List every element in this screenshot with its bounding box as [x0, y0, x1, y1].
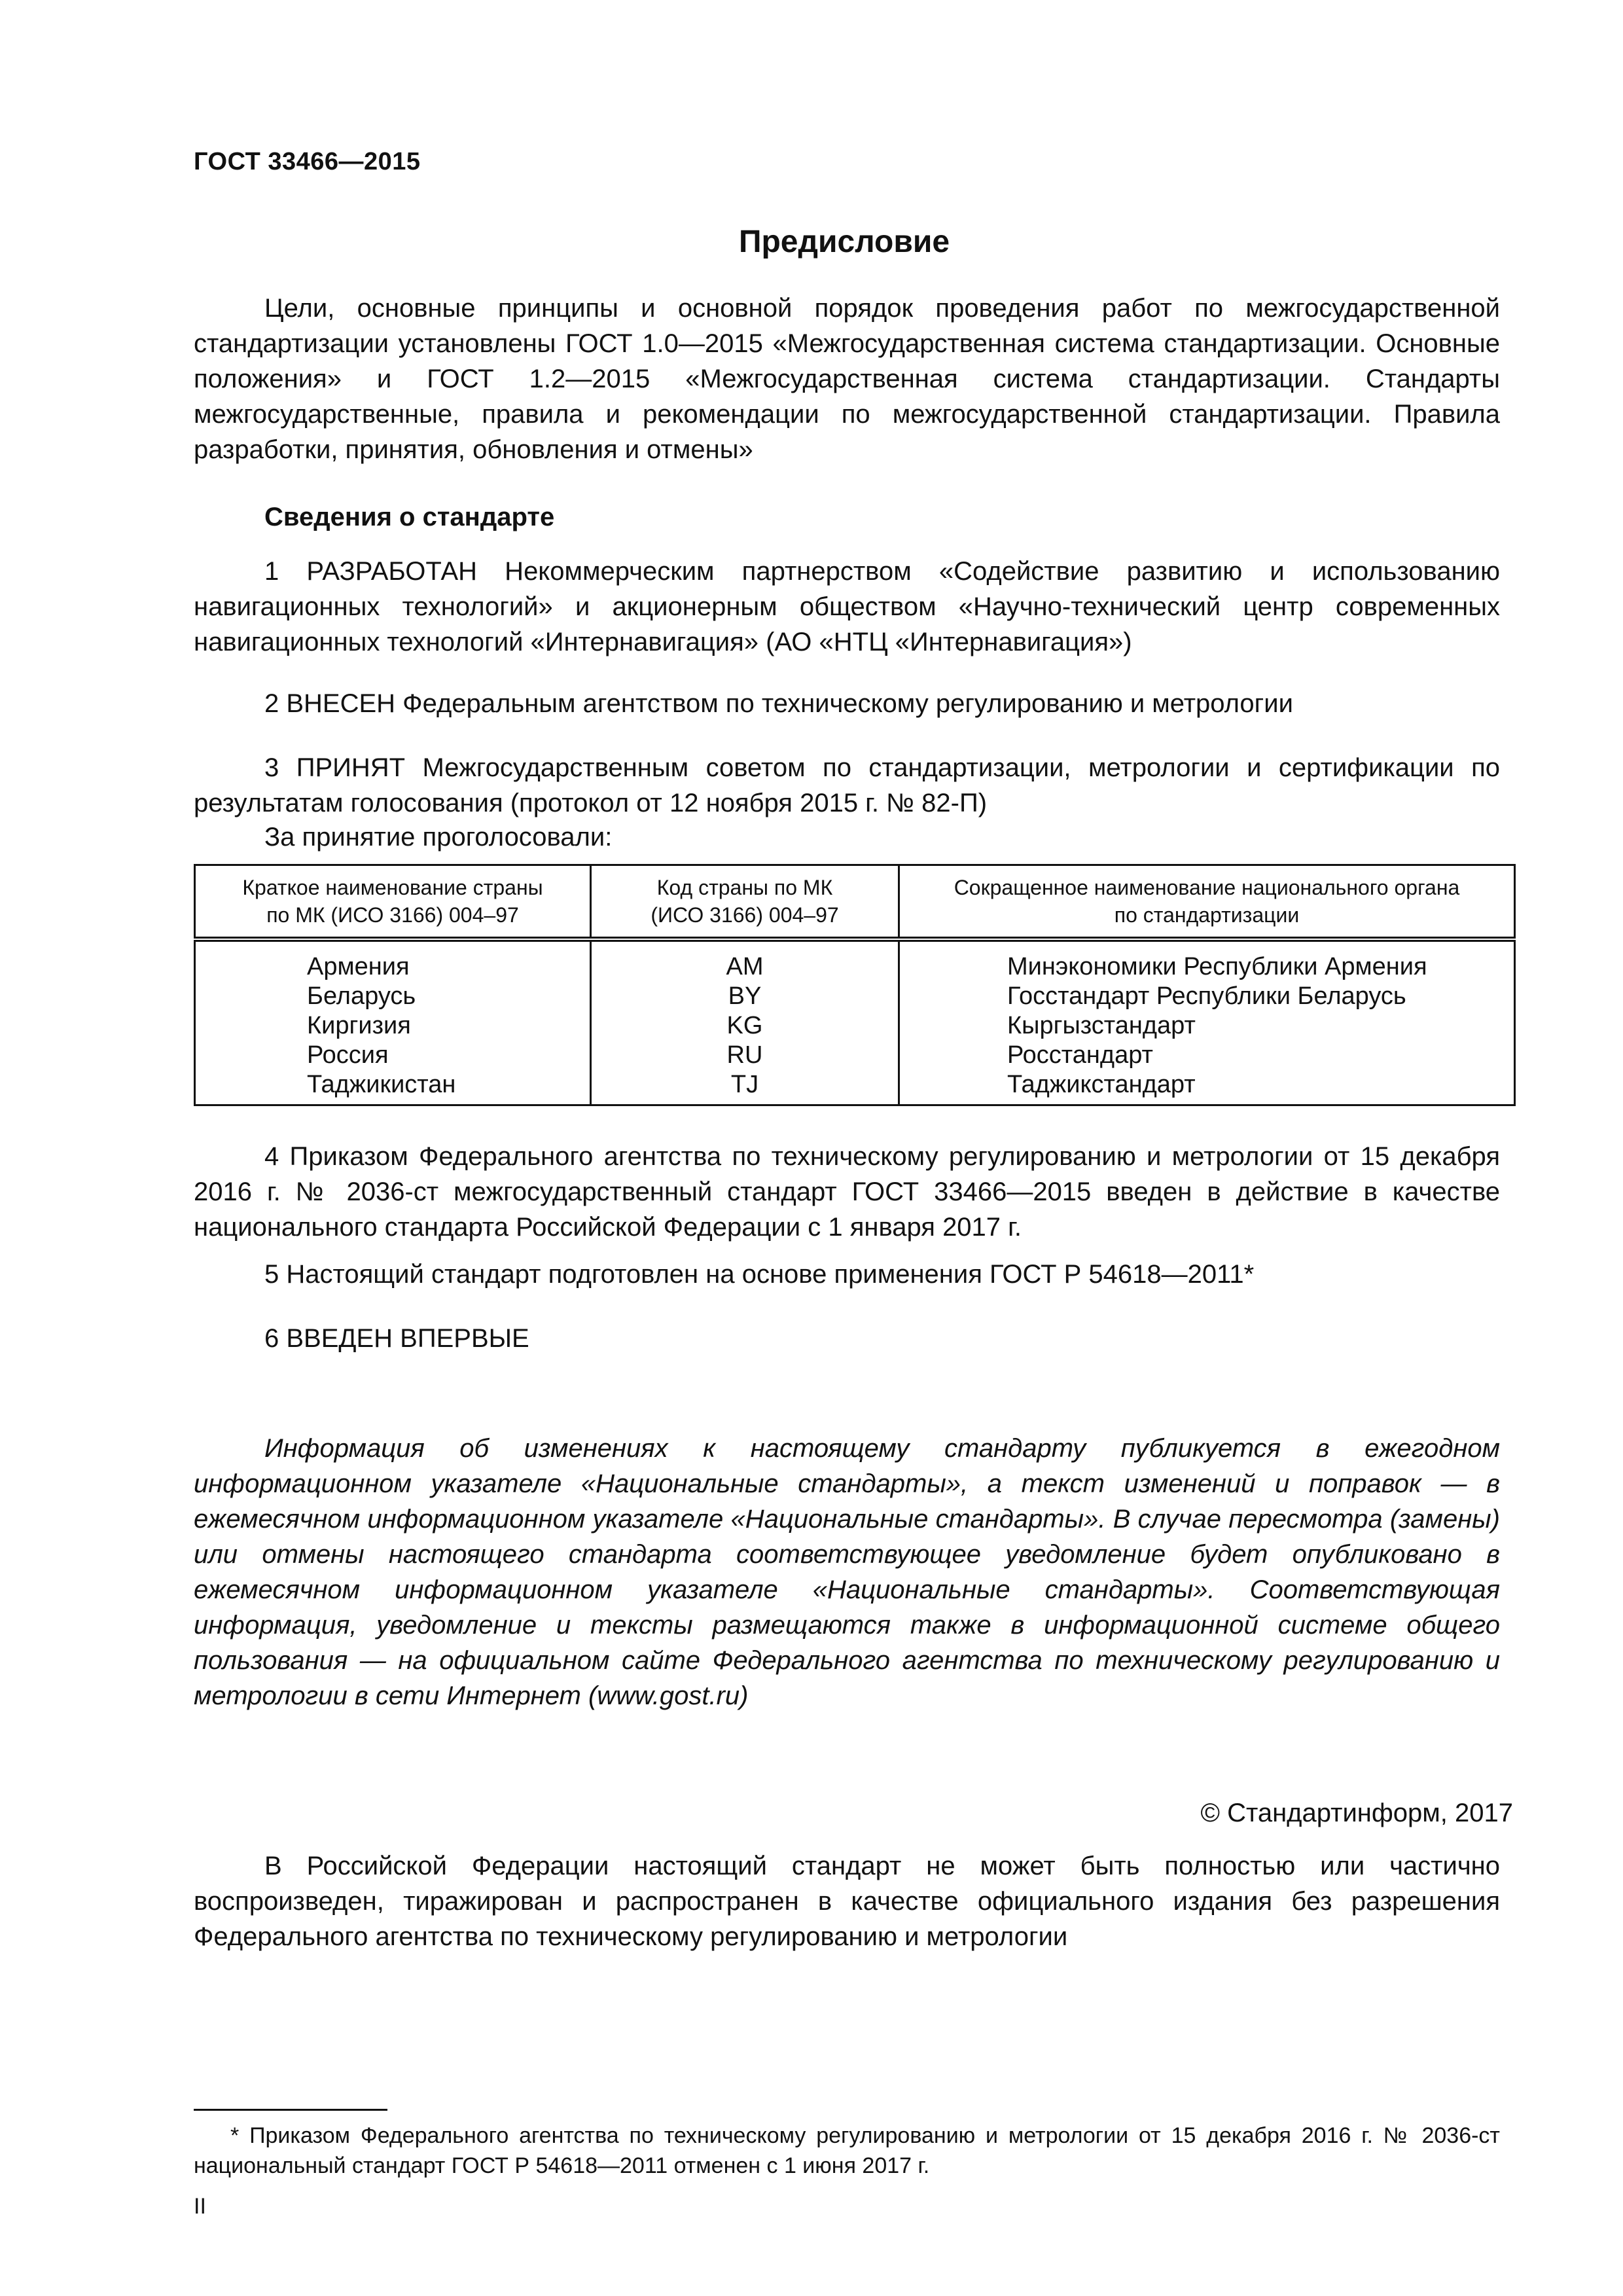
national-body: Минэкономики Республики Армения [1007, 953, 1427, 980]
country-name: Армения [307, 953, 410, 980]
page-number: II [194, 2194, 206, 2219]
copyright-line: © Стандартинформ, 2017 [1200, 1799, 1513, 1827]
changes-info-paragraph: Информация об изменениях к настоящему стандарту публикуется в ежегодном информационном указателе «Национальные стандарты», а текст изменений и поправок — в ежемесячном информационном указателе «Национальные стандарты». В случае пересмотра (замены) или отмены настоящего стандарта соответствующее уведомление будет опубликовано в ежемесячном информационном указателе «Национальные стандарты». Соответствующая информация, уведомление и тексты размещаются также в информационной системе общего пользования — на официальном сайте Федерального агентства по техническому регулированию и метрологии в сети Интернет (www.gost.ru) [194, 1434, 1500, 1710]
footnote-divider [194, 2109, 387, 2111]
table-row [195, 939, 1515, 1105]
national-body-column [899, 939, 1515, 1105]
country-name: Беларусь [307, 982, 416, 1010]
item-2-paragraph: 2 ВНЕСЕН Федеральным агентством по техническому регулированию и метрологии [264, 689, 1293, 718]
page-title: Предисловие [738, 224, 950, 259]
country-code-column [591, 939, 899, 1105]
header-country-name: Краткое наименование страны по МК (ИСО 3166) 004–97 [195, 865, 591, 940]
header-national-body: Сокращенное наименование национального органа по стандартизации [899, 865, 1515, 940]
country-name: Таджикистан [307, 1071, 456, 1098]
item-4-paragraph: 4 Приказом Федерального агентства по техническому регулированию и метрологии от 15 декабря 2016 г. № 2036-ст межгосударственный стандарт ГОСТ 33466—2015 введен в действие в качестве национального стандарта Российской Федерации с 1 января 2017 г. [194, 1142, 1500, 1242]
item-6-paragraph: 6 ВВЕДЕН ВПЕРВЫЕ [264, 1324, 529, 1353]
voting-countries-table [194, 864, 1516, 1106]
table-header-row [195, 865, 1515, 940]
country-code: KG [726, 1012, 763, 1039]
footnote: * Приказом Федерального агентства по техническому регулированию и метрологии от 15 декабря 2016 г. № 2036-ст национальный стандарт ГОСТ Р 54618—2011 отменен с 1 июня 2017 г. [194, 2123, 1500, 2178]
item-5-paragraph: 5 Настоящий стандарт подготовлен на основе применения ГОСТ Р 54618—2011* [264, 1260, 1255, 1289]
country-code: BY [728, 982, 762, 1010]
rights-paragraph: В Российской Федерации настоящий стандарт не может быть полностью или частично воспроизведен, тиражирован и распространен в качестве официального издания без разрешения Федерального агентства по техническому регулированию и метрологии [194, 1852, 1500, 1951]
country-code: RU [726, 1041, 763, 1069]
country-code: AM [726, 953, 764, 980]
item-1-paragraph: 1 РАЗРАБОТАН Некоммерческим партнерством «Содействие развитию и использованию навигационных технологий» и акционерным обществом «Научно-технический центр современных навигационных технологий «Интернавигация» (АО «НТЦ «Интернавигация») [194, 557, 1500, 656]
standard-code: ГОСТ 33466—2015 [194, 148, 421, 175]
country-code: TJ [730, 1071, 759, 1098]
country-name: Россия [307, 1041, 389, 1069]
national-body: Таджикстандарт [1007, 1071, 1196, 1098]
header-country-code: Код страны по МК (ИСО 3166) 004–97 [591, 865, 899, 940]
country-name: Киргизия [307, 1012, 411, 1039]
national-body: Кыргызстандарт [1007, 1012, 1196, 1039]
item-3-paragraph: 3 ПРИНЯТ Межгосударственным советом по стандартизации, метрологии и сертификации по результатам голосования (протокол от 12 ноября 2015 г. № 82-П) [194, 753, 1500, 817]
voted-label: За принятие проголосовали: [264, 823, 613, 852]
national-body: Росстандарт [1007, 1041, 1153, 1069]
national-body: Госстандарт Республики Беларусь [1007, 982, 1406, 1010]
country-name-column [195, 939, 591, 1105]
section-heading: Сведения о стандарте [264, 503, 555, 531]
intro-paragraph: Цели, основные принципы и основной порядок проведения работ по межгосударственной стандартизации установлены ГОСТ 1.0—2015 «Межгосударственная система стандартизации. Основные положения» и ГОСТ 1.2—2015 «Межгосударственная система стандартизации. Стандарты межгосударственные, правила и рекомендации по межгосударственной стандартизации. Правила разработки, принятия, обновления и отмены» [194, 294, 1500, 464]
